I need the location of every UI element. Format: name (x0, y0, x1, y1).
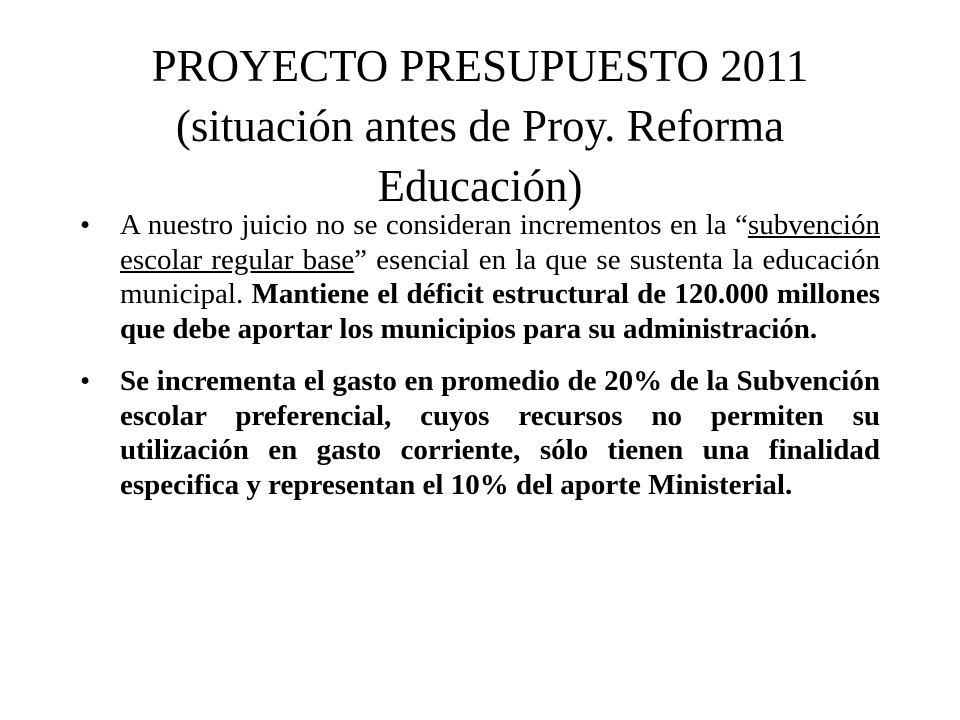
bullet-1-open-quote: “ (735, 209, 748, 241)
bullet-marker: • (80, 365, 91, 397)
bullet-item-1 (80, 208, 880, 346)
bullet-1-bold-text: Mantiene el déficit estructural de 120.000 millones que debe aportar los municipios para su administración. (120, 278, 880, 345)
bullet-1-close-quote: ” (354, 243, 367, 276)
bullet-marker: • (80, 209, 91, 241)
bullet-2-bold-text: Se incrementa el gasto en promedio de 20% de la Subvención escolar preferencial, cuyos recursos no permiten su utilización en gasto corriente, sólo tienen una finalidad especifica y representan el 10% del aporte Ministerial. (120, 365, 880, 501)
slide-title (60, 36, 900, 216)
title-line-3: Educación) (377, 161, 583, 212)
bullet-1-text-start: A nuestro juicio no se consideran incrementos en la (120, 209, 736, 241)
bullet-1-underlined-term: subvención escolar regular base (120, 209, 880, 276)
bullet-item-2 (80, 364, 880, 502)
title-line-1: PROYECTO PRESUPUESTO 2011 (151, 41, 809, 92)
title-line-2: (situación antes de Proy. Reforma (175, 101, 785, 152)
bullet-list (80, 208, 880, 520)
bullet-1-text-middle: esencial en la que se sustenta la educación municipal. (120, 243, 880, 310)
